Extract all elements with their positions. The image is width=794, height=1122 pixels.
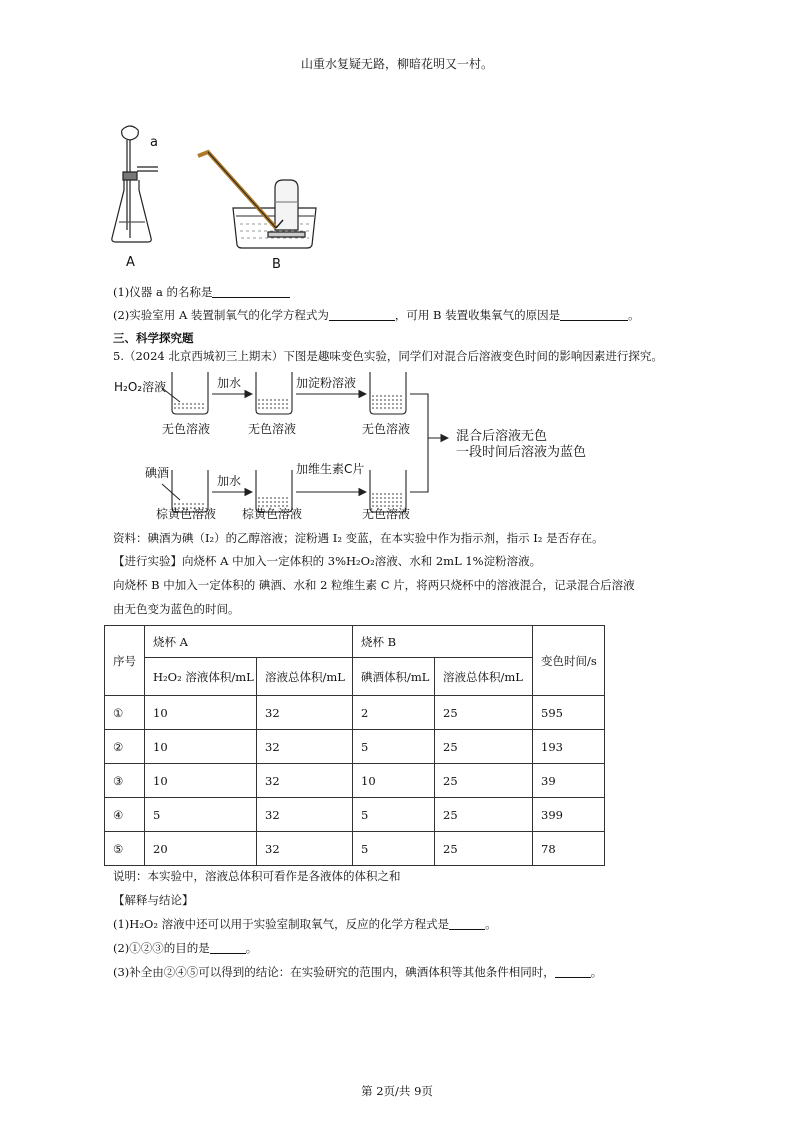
q5-experiment-2a: 向烧杯 B 中加入一定体积的 碘酒、水和 2 粒维生素 C 片，将两只烧杯中的溶液混合，记录混合后溶液 xyxy=(113,578,635,592)
flow-row2-desc1: 棕黄色溶液 xyxy=(156,507,217,521)
q5-intro: 5.（2024 北京西城初三上期末）下图是趣味变色实验，同学们对混合后溶液变色时间的影响因素进行探究。 xyxy=(113,349,663,363)
conclusion-q2: (2)①②③的目的是 。 xyxy=(113,941,258,955)
flow-row1-start: H₂O₂溶液 xyxy=(114,380,167,394)
q5-experiment-2b: 由无色变为蓝色的时间。 xyxy=(113,602,240,616)
answer-blank[interactable] xyxy=(210,941,246,954)
conclusion-q3: (3)补全由②④⑤可以得到的结论：在实验研究的范围内，碘酒体积等其他条件相同时， 。 xyxy=(113,965,603,979)
flow-row1-step2: 加淀粉溶液 xyxy=(296,376,357,390)
table-header-h2o2: H₂O₂ 溶液体积/mL xyxy=(145,658,257,696)
answer-blank[interactable] xyxy=(560,308,628,321)
table-row: ② 10 32 5 25 193 xyxy=(105,730,605,764)
table-header-beaker-a: 烧杯 A xyxy=(145,626,353,658)
q5-info: 资料：碘酒为碘（I₂）的乙醇溶液；淀粉遇 I₂ 变蓝，在本实验中作为指示剂，指示 I₂ 是否存在。 xyxy=(113,531,604,545)
table-header-total-b: 溶液总体积/mL xyxy=(435,658,533,696)
answer-blank[interactable] xyxy=(555,965,591,978)
flow-row1-desc3: 无色溶液 xyxy=(362,422,411,436)
flow-row2-step2: 加维生素C片 xyxy=(296,462,365,476)
flow-row1-desc2: 无色溶液 xyxy=(248,422,297,436)
flow-row2-start: 碘酒 xyxy=(145,466,170,480)
experiment-table xyxy=(104,625,605,866)
answer-blank[interactable] xyxy=(449,917,485,930)
table-row: ④ 5 32 5 25 399 xyxy=(105,798,605,832)
table-row: ⑤ 20 32 5 25 78 xyxy=(105,832,605,866)
water-trough-b xyxy=(233,180,316,248)
delivery-tube xyxy=(198,152,283,228)
q4-part2: (2)实验室用 A 装置制氧气的化学方程式为 ，可用 B 装置收集氧气的原因是 。 xyxy=(113,308,640,322)
flow-row1-desc1: 无色溶液 xyxy=(162,422,211,436)
flow-row2-desc3: 无色溶液 xyxy=(362,507,411,521)
flow-row1-step1: 加水 xyxy=(217,376,242,390)
flow-row2-step1: 加水 xyxy=(217,474,242,488)
q5-experiment-1: 【进行实验】向烧杯 A 中加入一定体积的 3%H₂O₂溶液、水和 2mL 1%淀粉溶液。 xyxy=(113,554,542,568)
conclusion-label: 【解释与结论】 xyxy=(113,893,194,907)
table-header-total-a: 溶液总体积/mL xyxy=(257,658,353,696)
table-header-time: 变色时间/s xyxy=(533,626,605,696)
table-header-beaker-b: 烧杯 B xyxy=(353,626,533,658)
section-title: 三、科学探究题 xyxy=(113,331,194,345)
label-a-mark: a xyxy=(150,135,158,150)
flow-row2-desc2: 棕黄色溶液 xyxy=(242,507,303,521)
table-note: 说明：本实验中，溶液总体积可看作是各液体的体积之和 xyxy=(113,869,401,883)
apparatus-figure xyxy=(100,120,340,275)
table-row: ③ 10 32 10 25 39 xyxy=(105,764,605,798)
table-header-iodine: 碘酒体积/mL xyxy=(353,658,435,696)
answer-blank[interactable] xyxy=(212,285,290,298)
label-A: A xyxy=(126,255,135,270)
page-footer-number: 第 2页/共 9页 xyxy=(361,1084,433,1098)
conclusion-q1: (1)H₂O₂ 溶液中还可以用于实验室制取氧气，反应的化学方程式是 。 xyxy=(113,917,497,931)
q4-part1: (1)仪器 a 的名称是 xyxy=(113,284,290,300)
flow-result-line1: 混合后溶液无色 xyxy=(456,429,548,444)
table-header-seq: 序号 xyxy=(105,626,145,696)
table-row: ① 10 32 2 25 595 xyxy=(105,696,605,730)
label-B: B xyxy=(272,257,281,272)
page-header-motto: 山重水复疑无路，柳暗花明又一村。 xyxy=(300,57,493,71)
answer-blank[interactable] xyxy=(329,308,395,321)
flow-result-line2: 一段时间后溶液为蓝色 xyxy=(456,445,587,460)
